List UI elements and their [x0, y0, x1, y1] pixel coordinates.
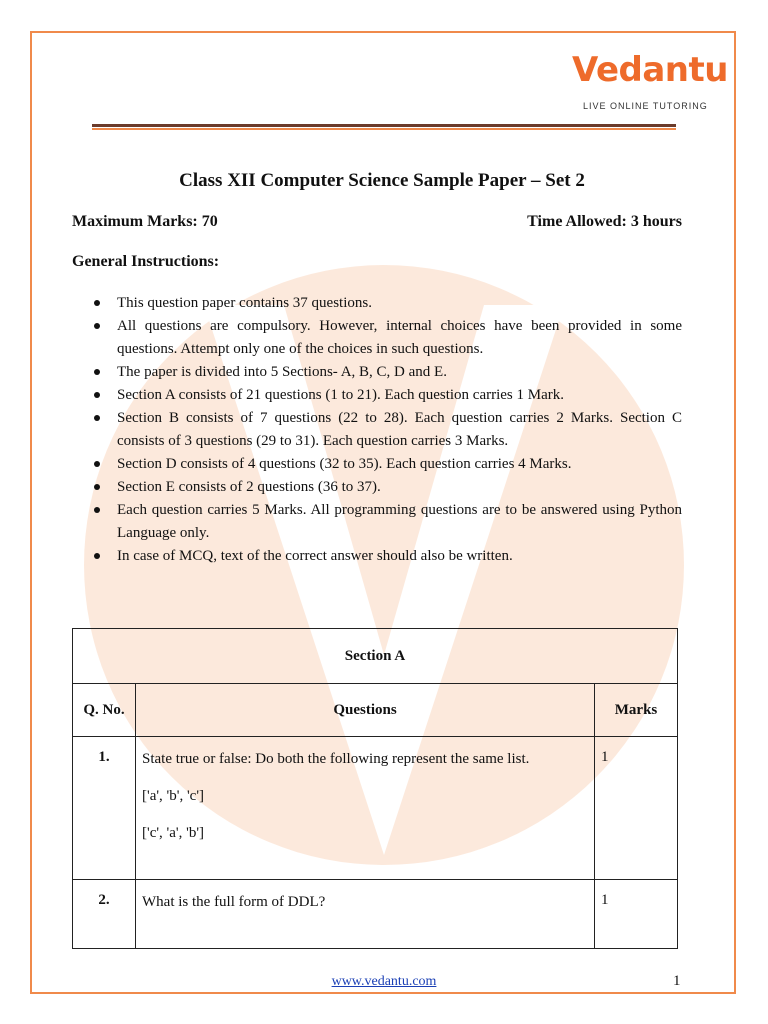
instruction-item: All questions are compulsory. However, internal choices have been provided in some questions. Attempt only one of the choices in such questions.	[72, 315, 682, 361]
question-text	[136, 880, 595, 949]
question-line: What is the full form of DDL?	[142, 894, 326, 910]
question-line: ['a', 'b', 'c']	[142, 788, 205, 804]
header-rule	[92, 124, 676, 127]
footer-link[interactable]: www.vedantu.com	[331, 974, 437, 989]
instruction-item: Section A consists of 21 questions (1 to 21). Each question carries 1 Mark.	[72, 384, 682, 407]
logo-wordmark: Vedantu	[572, 50, 728, 90]
instructions-list	[72, 292, 682, 568]
instruction-item: Section E consists of 2 questions (36 to 37).	[72, 476, 682, 499]
table-row	[73, 737, 678, 880]
question-number: 1.	[73, 737, 136, 880]
question-number: 2.	[73, 880, 136, 949]
section-row	[73, 629, 678, 684]
max-marks: Maximum Marks: 70	[72, 213, 218, 230]
question-line: State true or false: Do both the following represent the same list.	[142, 751, 530, 767]
question-marks: 1	[595, 880, 678, 949]
instruction-item: In case of MCQ, text of the correct answer should also be written.	[72, 545, 682, 568]
time-allowed: Time Allowed: 3 hours	[527, 213, 682, 230]
instruction-item: The paper is divided into 5 Sections- A, B, C, D and E.	[72, 361, 682, 384]
logo-tagline: LIVE ONLINE TUTORING	[583, 101, 708, 111]
page-title: Class XII Computer Science Sample Paper – Set 2	[179, 170, 585, 191]
question-text	[136, 737, 595, 880]
question-line: ['c', 'a', 'b']	[142, 825, 205, 841]
instruction-item: Section D consists of 4 questions (32 to 35). Each question carries 4 Marks.	[72, 453, 682, 476]
header-qno: Q. No.	[73, 684, 136, 737]
question-marks: 1	[595, 737, 678, 880]
questions-table	[72, 628, 678, 949]
instruction-item: Each question carries 5 Marks. All programming questions are to be answered using Python Language only.	[72, 499, 682, 545]
instruction-item: Section B consists of 7 questions (22 to 28). Each question carries 2 Marks. Section C consists of 3 questions (29 to 31). Each question carries 3 Marks.	[72, 407, 682, 453]
table-header-row	[73, 684, 678, 737]
table-row	[73, 880, 678, 949]
page-number: 1	[673, 973, 681, 989]
instruction-item: This question paper contains 37 questions.	[72, 292, 682, 315]
header-questions: Questions	[136, 684, 595, 737]
header-rule-accent	[92, 128, 676, 130]
vedantu-logo	[572, 50, 728, 120]
section-title: Section A	[73, 629, 678, 684]
header-marks: Marks	[595, 684, 678, 737]
instructions-heading: General Instructions:	[72, 253, 220, 270]
